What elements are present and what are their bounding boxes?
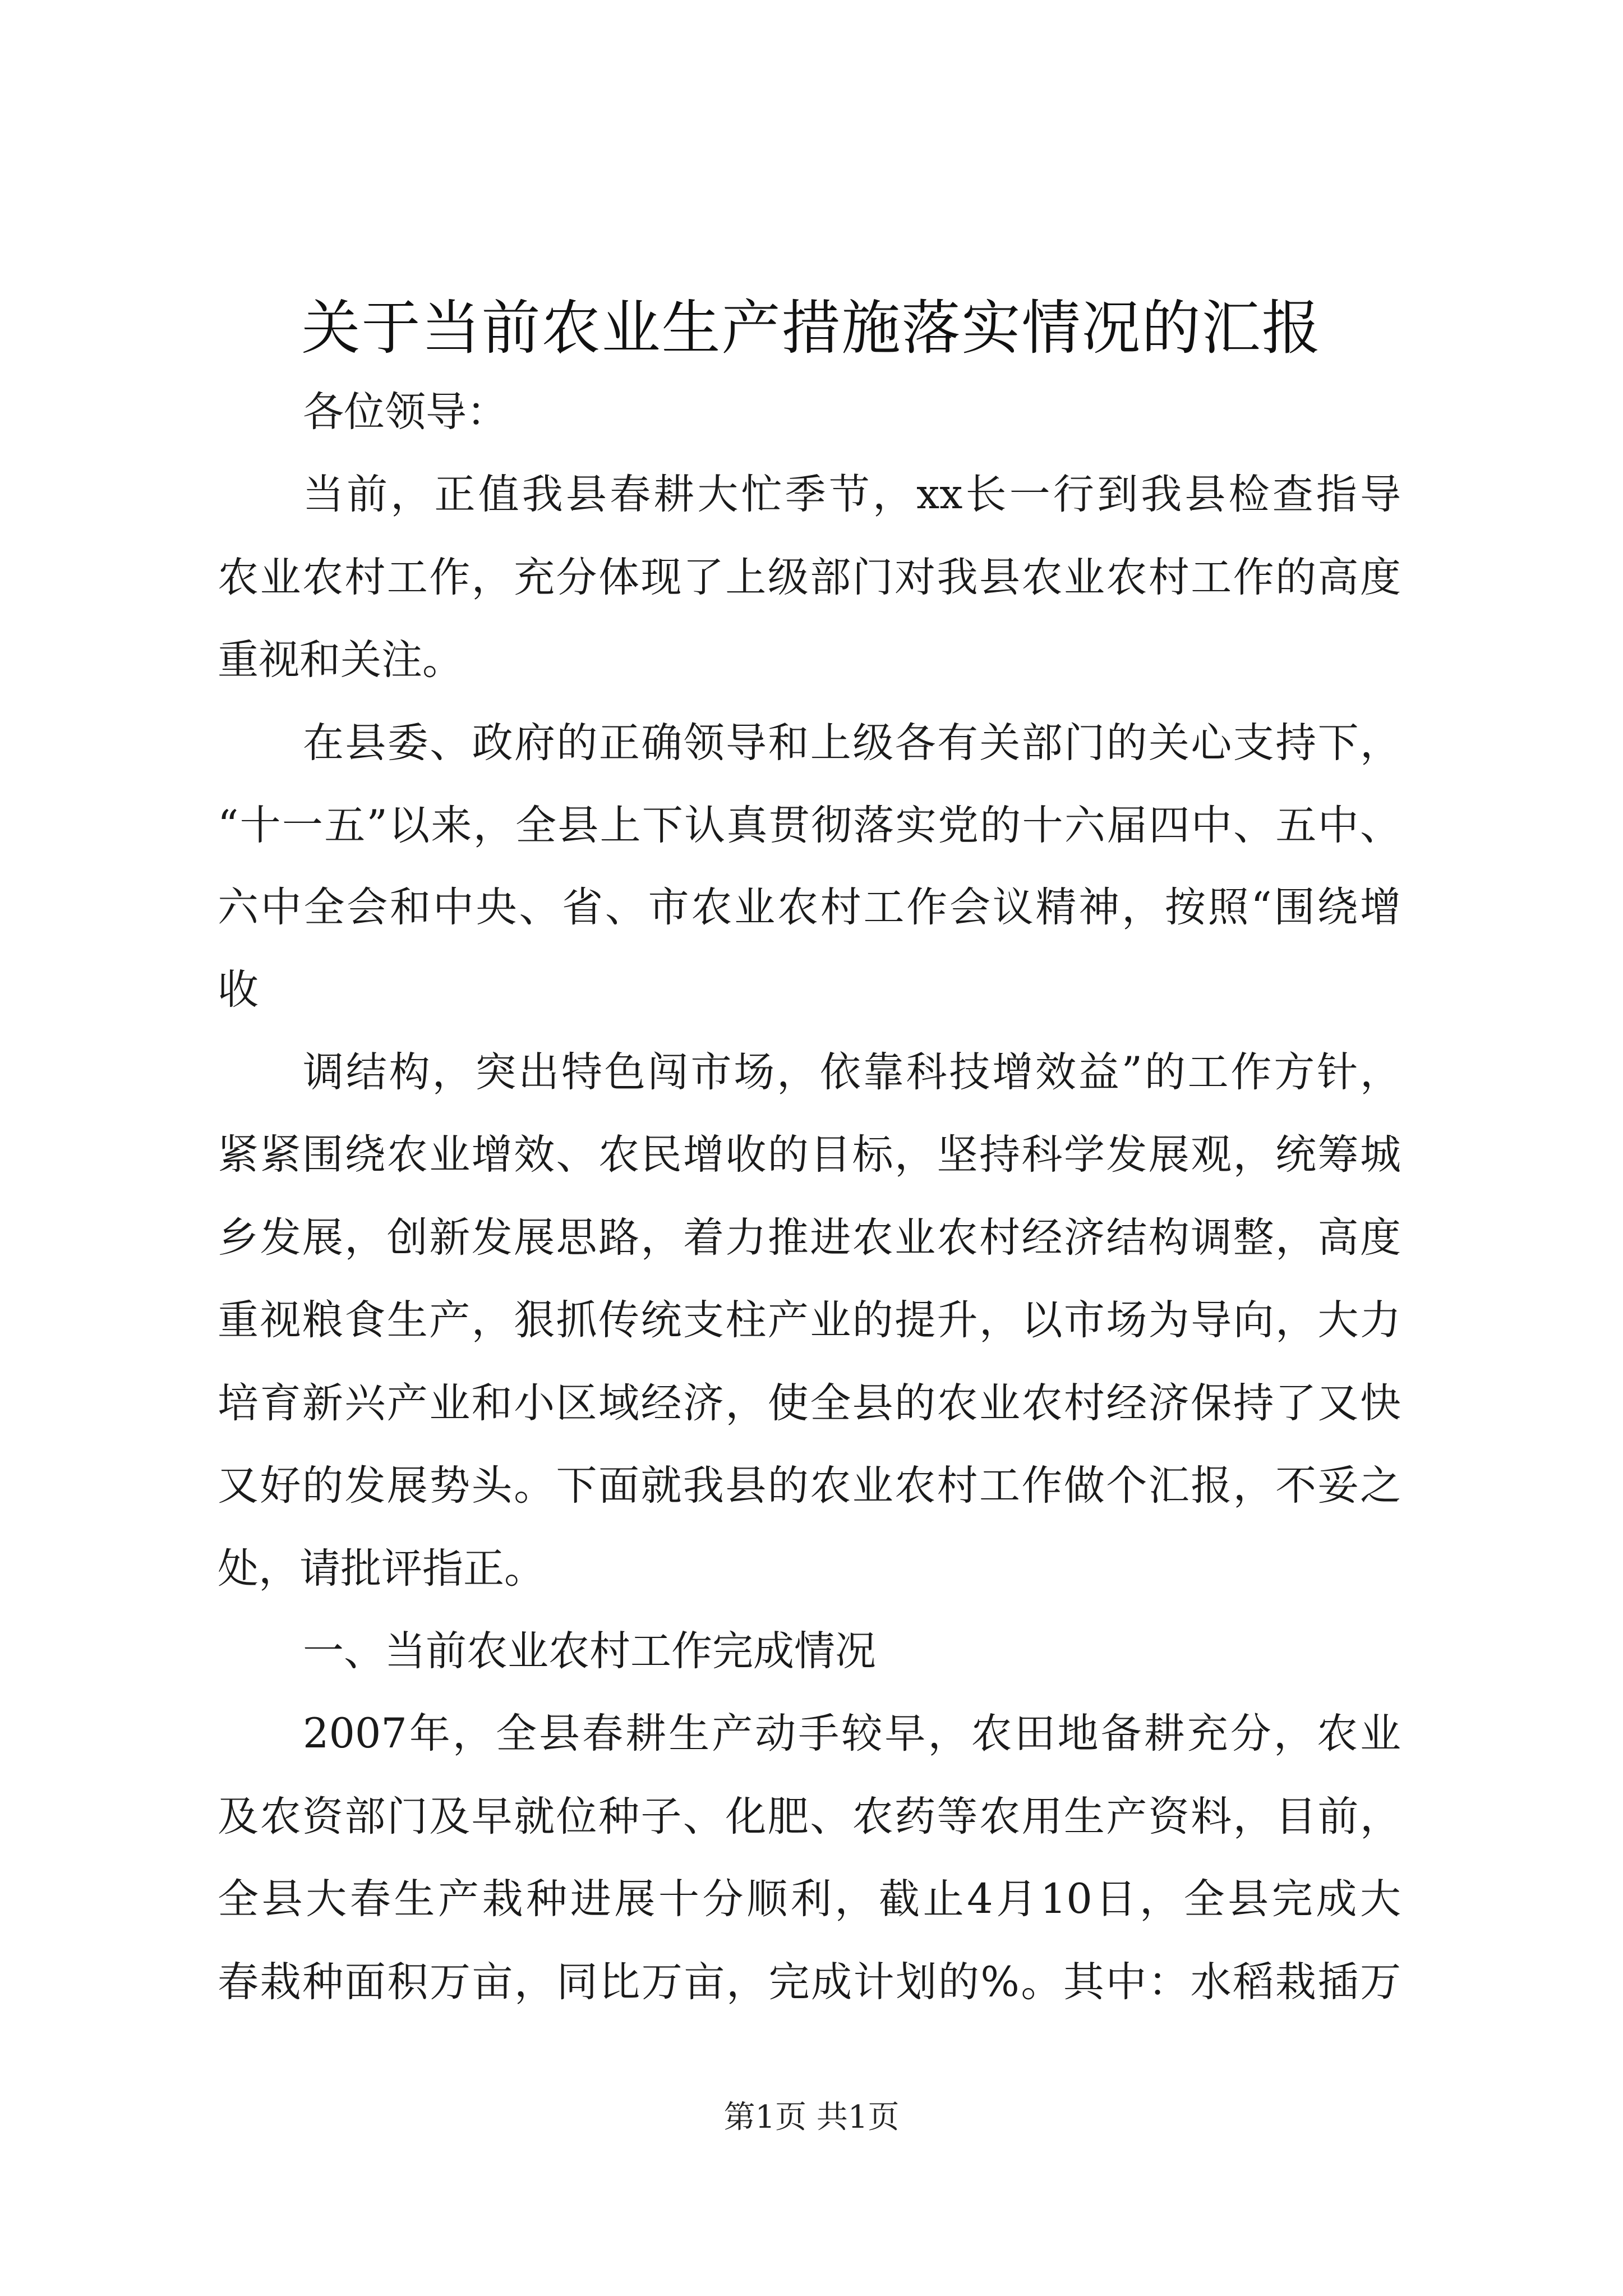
paragraph-line: 紧紧围绕农业增效、农民增收的目标，坚持科学发展观，统筹城 [218,1131,1401,1179]
salutation-line: 各位领导： [303,388,508,436]
page-footer: 第1页 共1页 [723,2099,900,2136]
paragraph-line: 全县大春生产栽种进展十分顺利，截止4月10日，全县完成大 [218,1875,1401,1923]
document-title: 关于当前农业生产措施落实情况的汇报 [301,294,1322,362]
section-heading: 一、当前农业农村工作完成情况 [303,1627,876,1675]
paragraph-line: 重视粮食生产，狠抓传统支柱产业的提升，以市场为导向，大力 [218,1296,1401,1344]
paragraph-line: 及农资部门及早就位种子、化肥、农药等农用生产资料，目前， [218,1793,1401,1841]
paragraph-line: 培育新兴产业和小区域经济，使全县的农业农村经济保持了又快 [218,1379,1401,1427]
paragraph-line: 处，请批评指正。 [218,1545,545,1593]
paragraph-line: 2007年，全县春耕生产动手较早，农田地备耕充分，农业 [303,1710,1401,1757]
paragraph-line: 当前，正值我县春耕大忙季节，xx长一行到我县检查指导 [303,471,1401,518]
paragraph-line: 乡发展，创新发展思路，着力推进农业农村经济结构调整，高度 [218,1214,1401,1262]
paragraph-line: “十一五”以来，全县上下认真贯彻落实党的十六届四中、五中、 [218,802,1401,849]
paragraph-line: 春栽种面积万亩，同比万亩，完成计划的%。其中：水稻栽插万 [218,1958,1401,2006]
paragraph-line: 农业农村工作，充分体现了上级部门对我县农业农村工作的高度 [218,554,1401,601]
paragraph-line: 收 [218,966,259,1014]
paragraph-line: 重视和关注。 [218,636,463,684]
paragraph-line: 又好的发展势头。下面就我县的农业农村工作做个汇报，不妥之 [218,1462,1401,1510]
paragraph-line: 在县委、政府的正确领导和上级各有关部门的关心支持下， [303,719,1401,767]
paragraph-line: 调结构，突出特色闯市场，依靠科技增效益”的工作方针， [303,1048,1401,1096]
paragraph-line: 六中全会和中央、省、市农业农村工作会议精神，按照“围绕增 [218,884,1401,931]
